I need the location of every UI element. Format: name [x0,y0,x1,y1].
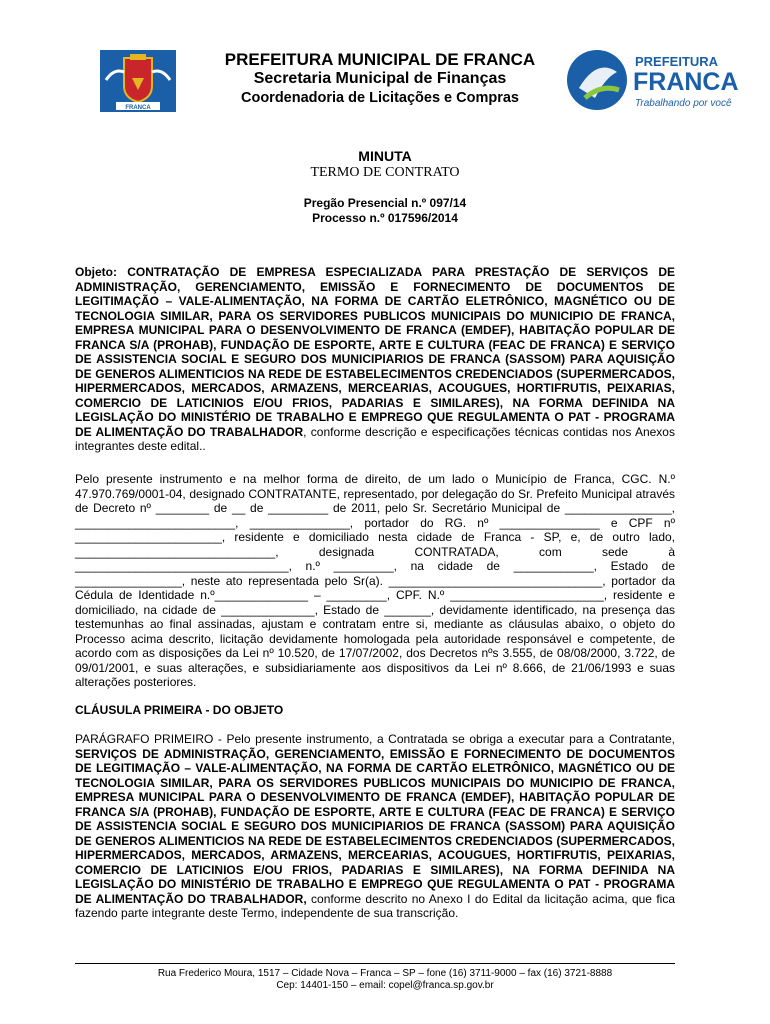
header-line-1: PREFEITURA MUNICIPAL DE FRANCA [224,50,536,69]
objeto-rest: , conforme descrição e especificações técnicas contidas nos Anexos integrantes deste edital.. [75,424,675,453]
prefeitura-franca-logo [565,48,740,112]
document-heading: MINUTA [358,148,412,164]
preambulo-paragraph: Pelo presente instrumento e na melhor forma de direito, de um lado o Município de Franca, CGC. N.º 47.970.769/0001-04, designado CONTRATANTE, representado, por delegação do Sr. Prefeito Municipal através de Decreto nº ________ de __ de _________ de 2011, pelo Sr. Secretário Municipal de ________________, ________________________, _______________, portador do RG. nº _______________ e CPF nº ______________________, residente e domiciliado nesta cidade de Franca - SP, e, de outro lado, ______________________________, designada CONTRATADA, com sede à ________________________________, n.º _________, na cidade de ____________, Estado de ________________, neste ato representada pelo Sr(a). ________________________________, portador da Cédula de Identidade n.º______________ – _________, CPF. N.º _______________________, residente e domiciliado, na cidade de ______________, Estado de _______, devidamente identificado, na presença das testemunhas ao final assinadas, ajustam e contratam entre si, mediante as cláusulas abaixo, o objeto do Processo acima descrito, licitação devidamente homologada pela autoridade responsável e competente, de acordo com as disposições da Lei nº 10.520, de 17/07/2002, dos Decretos nºs 3.555, de 08/08/2000, 3.722, de 09/01/2001, e suas alterações, e subsidiariamente aos dispositivos da Lei nº 8.666, de 21/06/1993 e suas alterações posteriores. [75,472,675,689]
objeto-bold: Objeto: CONTRATAÇÃO DE EMPRESA ESPECIALIZADA PARA PRESTAÇÃO DE SERVIÇOS DE ADMINISTRAÇÃO, GERENCIAMENTO, EMISSÃO E FORNECIMENTO DE DOCUMENTOS DE LEGITIMAÇÃO – VALE-ALIMENTAÇÃO, NA FORMA DE CARTÃO ELETRÔNICO, MAGNÉTICO OU DE TECNOLOGIA SIMILAR, PARA OS SERVIDORES PUBLICOS MUNICIPAIS DO MUNICIPIO DE FRANCA, EMPRESA MUNICIPAL PARA O DESENVOLVIMENTO DE FRANCA (EMDEF), HABITAÇÃO POPULAR DE FRANCA S/A (PROHAB), FUNDAÇÃO DE ESPORTE, ARTE E CULTURA (FEAC DE FRANCA) E SERVIÇO DE ASSISTENCIA SOCIAL E SEGURO DOS MUNICIPIARIOS DE FRANCA (SASSOM) PARA AQUISIÇÃO DE GENEROS ALIMENTICIOS NA REDE DE ESTABELECIMENTOS CREDENCIADOS (SUPERMERCADOS, HIPERMERCADOS, MERCADOS, ARMAZENS, MERCEARIAS, ACOUGUES, HORTIFRUTIS, PEIXARIAS, COMERCIO DE LATICINIOS E/OU FRIOS, PADARIAS E SIMILARES), NA FORMA DEFINIDA NA LEGISLAÇÃO DO MINISTÉRIO DE TRABALHO E EMPREGO QUE REGULAMENTA O PAT - PROGRAMA DE ALIMENTAÇÃO DO TRABALHADOR [75,265,675,439]
logo-tagline: Trabalhando por você [635,98,732,109]
clausula-heading: CLÁUSULA PRIMEIRA - DO OBJETO [75,703,284,717]
footer-divider [75,963,675,964]
paragrafo-intro: PARÁGRAFO PRIMEIRO - Pelo presente instrumento, a Contratada se obriga a executar para a Contratante, [75,732,675,746]
paragrafo-primeiro [75,732,675,921]
logo-main-text: FRANCA [633,68,739,96]
paragrafo-bold: SERVIÇOS DE ADMINISTRAÇÃO, GERENCIAMENTO, EMISSÃO E FORNECIMENTO DE DOCUMENTOS DE LEGITIMAÇÃO – VALE-ALIMENTAÇÃO, NA FORMA DE CARTÃO ELETRÔNICO, MAGNÉTICO OU DE TECNOLOGIA SIMILAR, PARA OS SERVIDORES PUBLICOS MUNICIPAIS DO MUNICIPIO DE FRANCA, EMPRESA MUNICIPAL PARA O DESENVOLVIMENTO DE FRANCA (EMDEF), HABITAÇÃO POPULAR DE FRANCA S/A (PROHAB), FUNDAÇÃO DE ESPORTE, ARTE E CULTURA (FEAC DE FRANCA) E SERVIÇO DE ASSISTENCIA SOCIAL E SEGURO DOS MUNICIPIARIOS DE FRANCA (SASSOM) PARA AQUISIÇÃO DE GENEROS ALIMENTICIOS NA REDE DE ESTABELECIMENTOS CREDENCIADOS (SUPERMERCADOS, HIPERMERCADOS, MERCADOS, ARMAZENS, MERCEARIAS, ACOUGUES, HORTIFRUTIS, PEIXARIAS, COMERCIO DE LATICINIOS E/OU FRIOS, PADARIAS E SIMILARES), NA FORMA DEFINIDA NA LEGISLAÇÃO DO MINISTÉRIO DE TRABALHO E EMPREGO QUE REGULAMENTA O PAT - PROGRAMA DE ALIMENTAÇÃO DO TRABALHADOR, [75,746,675,906]
footer-contact: Cep: 14401-150 – email: copel@franca.sp.gov.br [276,980,494,991]
footer-address: Rua Frederico Moura, 1517 – Cidade Nova – Franca – SP – fone (16) 3711-9000 – fax (16) 3721-8888 [157,968,613,979]
objeto-paragraph [75,265,675,454]
pregao-number: Pregão Presencial n.º 097/14 [303,196,467,210]
crest-label: FRANCA [125,105,151,111]
logo-top-text: PREFEITURA [635,54,719,69]
header-line-2: Secretaria Municipal de Finanças [253,70,507,87]
document-title: TERMO DE CONTRATO [310,165,460,180]
processo-number: Processo n.º 017596/2014 [312,211,458,225]
header-line-3: Coordenadoria de Licitações e Compras [241,90,519,106]
paragrafo-rest: conforme descrito no Anexo I do Edital da licitação acima, que fica fazendo parte integrante deste Termo, independente de sua transcrição. [75,891,675,920]
